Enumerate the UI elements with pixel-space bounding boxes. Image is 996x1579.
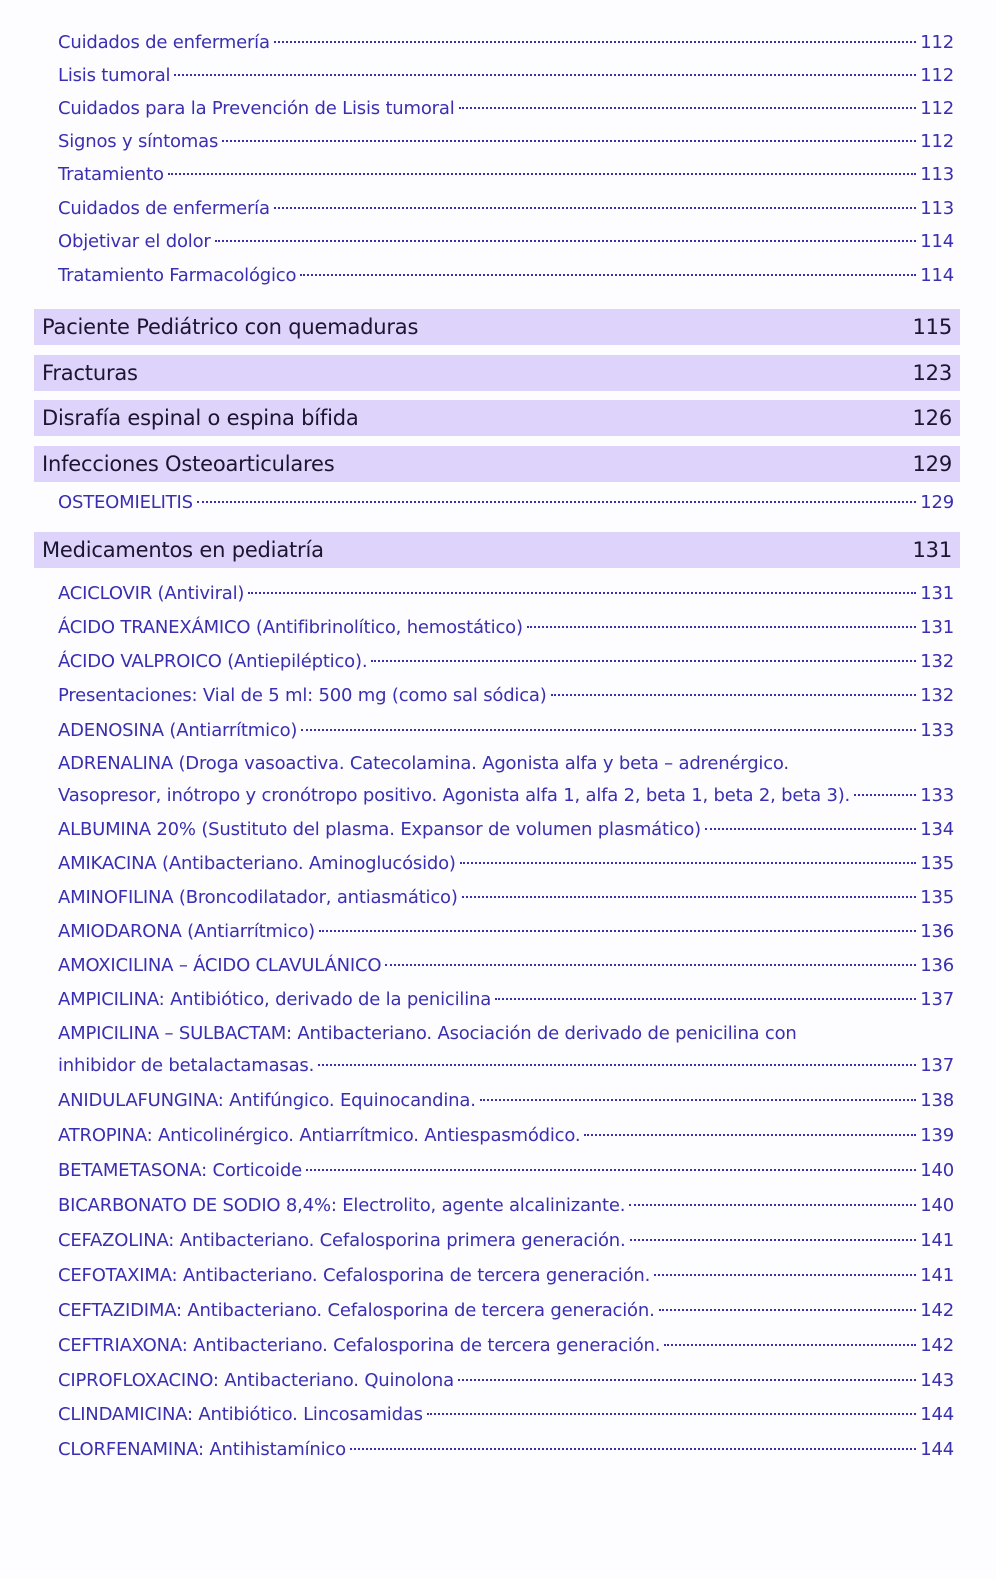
dot-leader [318,1064,916,1066]
toc-entry-label: CEFTRIAXONA: Antibacteriano. Cefalosporina de tercera generación. [58,1335,661,1356]
dot-leader [168,173,916,175]
drug-entry[interactable] [58,1368,954,1394]
drug-entry[interactable] [58,615,954,641]
drug-entry[interactable] [58,1193,954,1219]
toc-entry-label: CIPROFLOXACINO: Antibacteriano. Quinolona [58,1370,454,1391]
drug-entry[interactable] [58,1402,954,1428]
drug-entry[interactable] [58,1088,954,1114]
dot-leader [300,274,916,276]
toc-page-number: 114 [920,231,954,252]
toc-entry-label: Tratamiento [58,164,164,185]
toc-entry-label-line1: ADRENALINA (Droga vasoactiva. Catecolamina. Agonista alfa y beta – adrenérgico. [58,753,789,774]
toc-entry-label: Vasopresor, inótropo y cronótropo positivo. Agonista alfa 1, alfa 2, beta 1, beta 2, beta 3). [58,785,851,806]
toc-entry-label: ÁCIDO TRANEXÁMICO (Antifibrinolítico, hemostático) [58,617,523,638]
section-title: Paciente Pediátrico con quemaduras [42,315,419,339]
toc-entry-label: Objetivar el dolor [58,231,211,252]
drug-entry[interactable] [58,987,954,1013]
toc-entry[interactable] [58,96,954,122]
toc-entry[interactable] [58,30,954,56]
drug-entry[interactable] [58,581,954,607]
toc-page-number: 131 [920,583,954,604]
dot-leader [480,1099,916,1101]
drug-entry[interactable] [58,1437,954,1463]
toc-page-number: 135 [920,887,954,908]
toc-page-number: 112 [920,131,954,152]
toc-entry-label: ADENOSINA (Antiarrítmico) [58,720,298,741]
toc-entry-label: Presentaciones: Vial de 5 ml: 500 mg (como sal sódica) [58,685,547,706]
dot-leader [659,1309,916,1311]
toc-entry[interactable] [58,196,954,222]
section-page-number: 115 [912,315,952,339]
toc-entry-label: Cuidados de enfermería [58,32,270,53]
toc-page-number: 138 [920,1090,954,1111]
toc-entry-label: OSTEOMIELITIS [58,492,193,513]
toc-entry-label: Lisis tumoral [58,65,171,86]
drug-entry[interactable] [58,1123,954,1149]
drug-entry[interactable] [58,1021,954,1079]
toc-page-number: 141 [920,1265,954,1286]
section-page-number: 126 [912,406,952,430]
section-title: Disrafía espinal o espina bífida [42,406,359,430]
toc-section-header[interactable] [34,400,960,436]
drug-entry[interactable] [58,718,954,744]
dot-leader [301,729,916,731]
toc-page-number: 142 [920,1300,954,1321]
drug-entry[interactable] [58,953,954,979]
toc-entry-label: Cuidados para la Prevención de Lisis tumoral [58,98,455,119]
toc-page-number: 133 [920,785,954,806]
dot-leader [371,660,916,662]
toc-entry-label: ÁCIDO VALPROICO (Antiepiléptico). [58,651,368,672]
dot-leader [174,74,916,76]
toc-page-number: 132 [920,685,954,706]
toc-entry-label: ACICLOVIR (Antiviral) [58,583,245,604]
toc-entry-label: Tratamiento Farmacológico [58,265,297,286]
dot-leader [854,794,916,796]
dot-leader [462,896,916,898]
dot-leader [427,1413,916,1415]
toc-page-number: 136 [920,921,954,942]
toc-section-header[interactable] [34,355,960,391]
toc-entry-label: CLORFENAMINA: Antihistamínico [58,1439,346,1460]
toc-page-number: 144 [920,1439,954,1460]
section-page-number: 129 [912,452,952,476]
dot-leader [215,240,916,242]
dot-leader [584,1134,916,1136]
toc-entry-label: ALBUMINA 20% (Sustituto del plasma. Expansor de volumen plasmático) [58,819,701,840]
toc-entry[interactable] [58,162,954,188]
dot-leader [495,998,916,1000]
toc-entry-label: AMINOFILINA (Broncodilatador, antiasmático) [58,887,458,908]
dot-leader [222,140,916,142]
toc-page-number: 113 [920,164,954,185]
toc-entry[interactable] [58,129,954,155]
toc-page-number: 136 [920,955,954,976]
toc-entry-label: Signos y síntomas [58,131,219,152]
toc-section-header[interactable] [34,309,960,345]
dot-leader [274,207,916,209]
toc-page-number: 137 [920,1055,954,1076]
toc-page-number: 140 [920,1160,954,1181]
toc-entry-label: CEFTAZIDIMA: Antibacteriano. Cefalosporina de tercera generación. [58,1300,655,1321]
toc-page-number: 135 [920,853,954,874]
dot-leader [248,592,916,594]
drug-entry[interactable] [58,649,954,675]
drug-entry[interactable] [58,817,954,843]
toc-entry[interactable] [58,263,954,289]
toc-section-header[interactable] [34,446,960,482]
dot-leader [654,1274,916,1276]
drug-entry[interactable] [58,1298,954,1324]
toc-page-number: 134 [920,819,954,840]
section-title: Infecciones Osteoarticulares [42,452,335,476]
dot-leader [385,964,916,966]
dot-leader [551,694,916,696]
toc-page-number: 140 [920,1195,954,1216]
toc-page-number: 131 [920,617,954,638]
toc-entry-label: BICARBONATO DE SODIO 8,4%: Electrolito, agente alcalinizante. [58,1195,626,1216]
toc-page-number: 132 [920,651,954,672]
dot-leader [705,828,916,830]
toc-entry-label: AMIODARONA (Antiarrítmico) [58,921,315,942]
section-title: Medicamentos en pediatría [42,538,324,562]
toc-entry-label: AMIKACINA (Antibacteriano. Aminoglucósido) [58,853,456,874]
toc-entry[interactable] [58,490,954,516]
section-page-number: 131 [912,538,952,562]
section-page-number: 123 [912,361,952,385]
toc-entry-label: BETAMETASONA: Corticoide [58,1160,302,1181]
dot-leader [459,107,917,109]
toc-entry-label: CLINDAMICINA: Antibiótico. Lincosamidas [58,1404,423,1425]
toc-page-number: 112 [920,98,954,119]
toc-entry-label: Cuidados de enfermería [58,198,270,219]
toc-page-number: 142 [920,1335,954,1356]
toc-page-number: 133 [920,720,954,741]
toc-section-header[interactable] [34,532,960,568]
dot-leader [458,1379,916,1381]
drug-entry[interactable] [58,851,954,877]
dot-leader [350,1448,916,1450]
drug-entry[interactable] [58,1333,954,1359]
toc-page-number: 143 [920,1370,954,1391]
toc-page-number: 114 [920,265,954,286]
toc-entry[interactable] [58,63,954,89]
drug-entry[interactable] [58,683,954,709]
toc-entry-label: CEFOTAXIMA: Antibacteriano. Cefalosporina de tercera generación. [58,1265,651,1286]
drug-entry[interactable] [58,885,954,911]
toc-entry-label: AMPICILINA: Antibiótico, derivado de la penicilina [58,989,492,1010]
toc-entry-label: inhibidor de betalactamasas. [58,1055,315,1076]
dot-leader [527,626,916,628]
toc-entry-label-line1: AMPICILINA – SULBACTAM: Antibacteriano. Asociación de derivado de penicilina con [58,1023,797,1044]
toc-page-number: 129 [920,492,954,513]
drug-entry[interactable] [58,1228,954,1254]
dot-leader [274,41,916,43]
toc-page-number: 144 [920,1404,954,1425]
toc-entry[interactable] [58,229,954,255]
drug-entry[interactable] [58,919,954,945]
toc-page-number: 113 [920,198,954,219]
toc-page-number: 112 [920,65,954,86]
dot-leader [630,1239,916,1241]
toc-entry-label: ANIDULAFUNGINA: Antifúngico. Equinocandina. [58,1090,476,1111]
dot-leader [664,1344,916,1346]
drug-entry[interactable] [58,1263,954,1289]
drug-entry[interactable] [58,751,954,809]
toc-page-number: 139 [920,1125,954,1146]
dot-leader [306,1169,916,1171]
dot-leader [629,1204,916,1206]
dot-leader [460,862,916,864]
dot-leader [319,930,916,932]
toc-entry-label: CEFAZOLINA: Antibacteriano. Cefalosporina primera generación. [58,1230,626,1251]
drug-entry[interactable] [58,1158,954,1184]
toc-page-number: 137 [920,989,954,1010]
toc-entry-label: ATROPINA: Anticolinérgico. Antiarrítmico. Antiespasmódico. [58,1125,581,1146]
toc-entry-label: AMOXICILINA – ÁCIDO CLAVULÁNICO [58,955,382,976]
toc-page-number: 112 [920,32,954,53]
toc-page-number: 141 [920,1230,954,1251]
dot-leader [197,501,916,503]
section-title: Fracturas [42,361,138,385]
